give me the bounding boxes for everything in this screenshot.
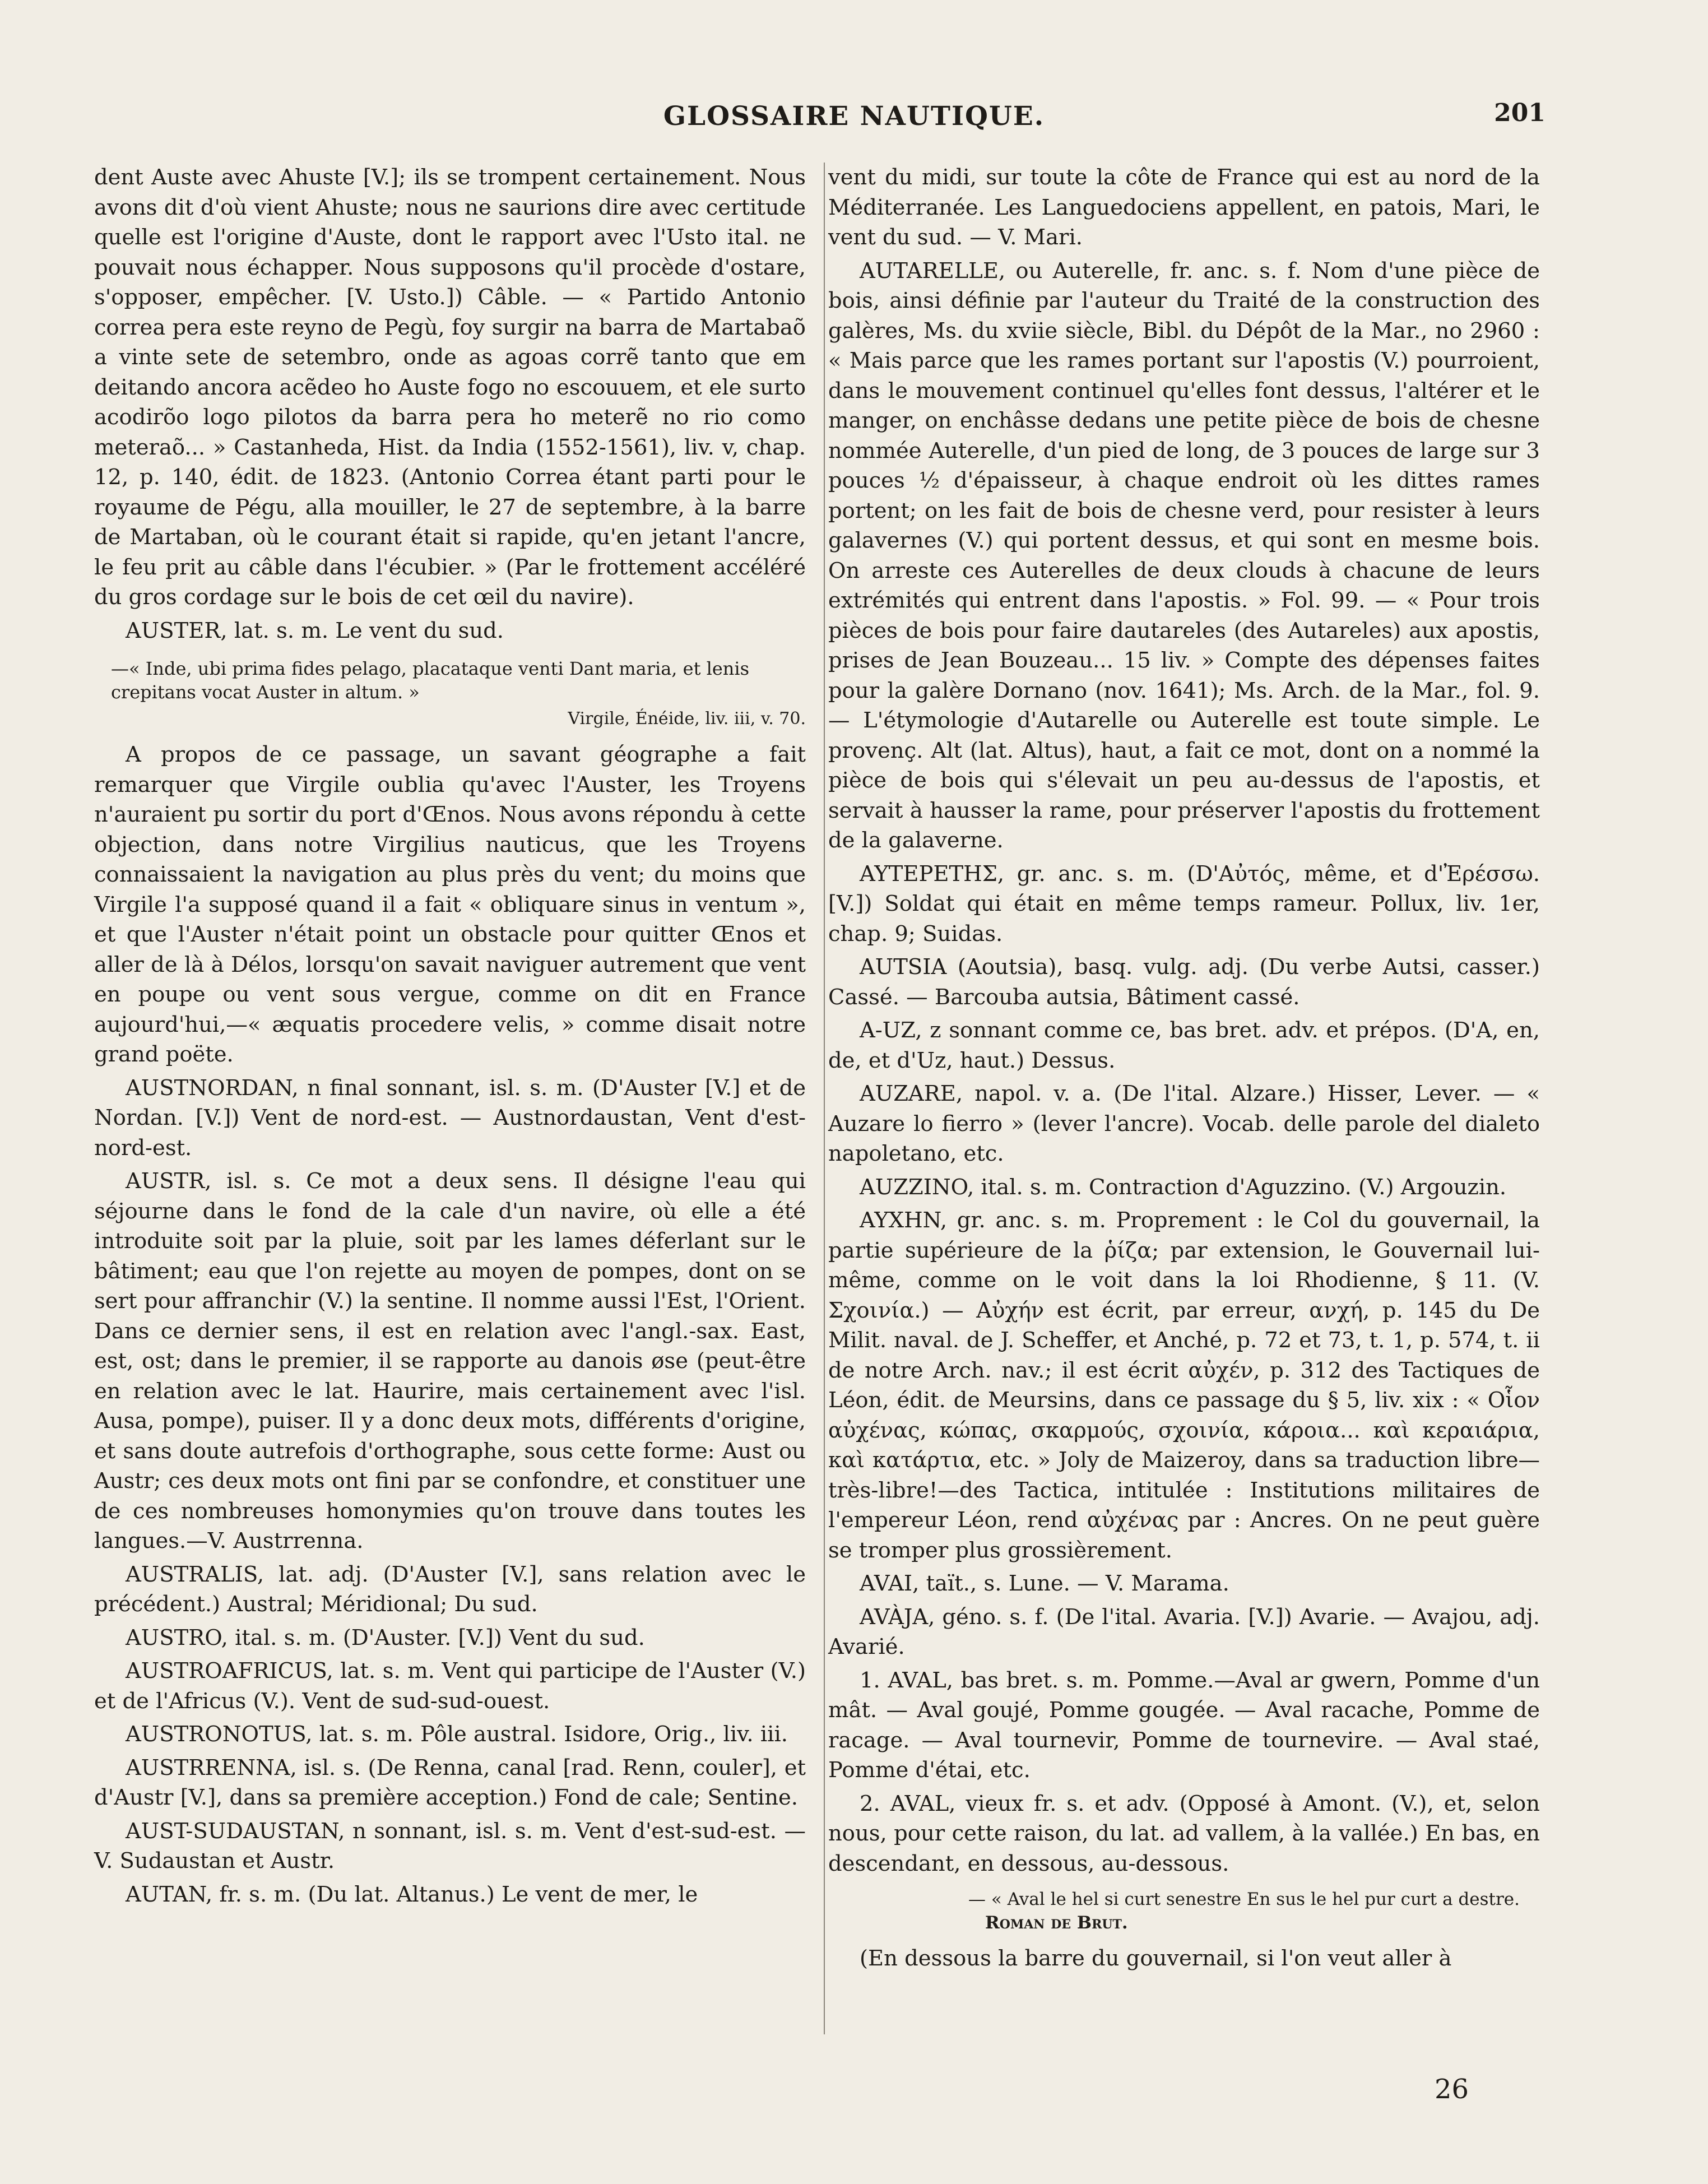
entry-avai: AVAI, taït., s. Lune. — V. Marama.: [860, 1571, 1229, 1596]
paragraph: (En dessous la barre du gouvernail, si l'on veut aller à: [860, 1946, 1452, 1971]
quote-text: — « Aval le hel si curt senestre En sus le hel pur curt a destre.: [968, 1889, 1520, 1909]
page-number: 201: [1494, 99, 1545, 127]
page-title: GLOSSAIRE NAUTIQUE.: [663, 101, 1045, 132]
entry-autsia: AUTSIA (Aoutsia), basq. vulg. adj. (Du verbe Autsi, casser.) Cassé. — Barcouba autsia, Bâtiment cassé.: [828, 954, 1540, 1010]
entry-aval-1: 1. AVAL, bas bret. s. m. Pomme.—Aval ar gwern, Pomme d'un mât. — Aval goujé, Pomme gougée. — Aval racache, Pomme de racage. — Aval tournevir, Pomme de tournevire. — Aval staé, Pomme d'étai, etc.: [828, 1667, 1540, 1783]
entry-avaja: AVÀJA, géno. s. f. (De l'ital. Avaria. [V.]) Avarie. — Avajou, adj. Avarié.: [828, 1604, 1540, 1659]
entry-auzzino: AUZZINO, ital. s. m. Contraction d'Aguzzino. (V.) Argouzin.: [860, 1174, 1507, 1200]
column-divider: [824, 163, 825, 2034]
quote-source: Virgile, Énéide, liv. iii, v. 70.: [568, 709, 806, 729]
entry-a-uz: A-UZ, z sonnant comme ce, bas bret. adv. et prépos. (D'A, en, de, et d'Uz, haut.) Dessus.: [828, 1018, 1540, 1073]
right-column: [828, 163, 1540, 1977]
paragraph: dent Auste avec Ahuste [V.]; ils se trompent certainement. Nous avons dit d'où vient Ahuste; nous ne saurions dire avec certitude quelle est l'origine d'Auste, dont le rapport avec l'Usto ital. ne pouvait nous échapper. Nous supposons qu'il procède d'ostare, s'opposer, empêcher. [V. Usto.]) Câble. — « Partido Antonio correa pera este reyno de Pegù, foy surgir na barra de Martabaõ a vinte sete de setembro, onde as agoas corrẽ tanto que em deitando ancora acẽdeo ho Auste fogo no escouuem, et ele surto acodirõo logo pilotos da barra pera ho meterẽ no rio como meteraõ... » Castanheda, Hist. da India (1552-1561), liv. v, chap. 12, p. 140, édit. de 1823. (Antonio Correa étant parti pour le royaume de Pégu, alla mouiller, le 27 de septembre, à la barre de Martaban, où le courant était si rapide, qu'en jetant l'ancre, le feu prit au câble dans l'écubier. » (Par le frottement accéléré du gros cordage sur le bois de cet œil du navire).: [94, 165, 806, 610]
entry-auster: AUSTER, lat. s. m. Le vent du sud.: [126, 618, 504, 643]
quote-virgile: [94, 657, 806, 731]
quote-roman-de-brut: [828, 1888, 1540, 1935]
entry-autan: AUTAN, fr. s. m. (Du lat. Altanus.) Le vent de mer, le: [126, 1881, 698, 1907]
quote-text: —« Inde, ubi prima fides pelago, placataque venti Dant maria, et lenis crepitans vocat Auster in altum. »: [111, 658, 750, 703]
entry-autepetes: AYTEPETHΣ, gr. anc. s. m. (D'Αὐτός, même, et d'Ἐρέσσω. [V.]) Soldat qui était en même temps rameur. Pollux, liv. 1er, chap. 9; Suidas.: [828, 861, 1540, 947]
paragraph: vent du midi, sur toute la côte de France qui est au nord de la Méditerranée. Les Languedociens appellent, en patois, Mari, le vent du sud. — V. Mari.: [828, 165, 1540, 250]
left-column: [94, 163, 806, 1913]
entry-auchen: AYXHN, gr. anc. s. m. Proprement : le Col du gouvernail, la partie supérieure de la ῥίζα; par extension, le Gouvernail lui-même, comme on le voit dans la loi Rhodienne, § 11. (V. Σχοινία.) — Αὐχήν est écrit, par erreur, ανχή, p. 145 du De Milit. naval. de J. Scheffer, et Anché, p. 72 et 73, t. 1, p. 574, t. ii de notre Arch. nav.; il est écrit αὐχέν, p. 312 des Tactiques de Léon, édit. de Meursins, dans ce passage du § 5, liv. xix : « Οἷον αὐχένας, κώπας, σκαρμούς, σχοινία, κάροια... καὶ κεραιάρια, καὶ κατάρτια, etc. » Joly de Maizeroy, dans sa traduction libre—très-libre!—des Tactica, intitulée : Institutions militaires de l'empereur Léon, rend αὐχένας par : Ancres. On ne peut guère se tromper plus grossièrement.: [828, 1208, 1540, 1563]
entry-austnordan: AUSTNORDAN, n final sonnant, isl. s. m. (D'Auster [V.] et de Nordan. [V.]) Vent de nord-est. — Austnordaustan, Vent d'est-nord-est.: [94, 1075, 806, 1161]
entry-austrrenna: AUSTRRENNA, isl. s. (De Renna, canal [rad. Renn, couler], et d'Austr [V.], dans sa première acception.) Fond de cale; Sentine.: [94, 1755, 806, 1810]
entry-austroafricus: AUSTROAFRICUS, lat. s. m. Vent qui participe de l'Auster (V.) et de l'Africus (V.). Vent de sud-sud-ouest.: [94, 1658, 806, 1714]
entry-aust-sudaustan: AUST-SUDAUSTAN, n sonnant, isl. s. m. Vent d'est-sud-est. — V. Sudaustan et Austr.: [94, 1818, 806, 1874]
entry-aval-2: 2. AVAL, vieux fr. s. et adv. (Opposé à Amont. (V.), et, selon nous, pour cette raison, du lat. ad vallem, à la vallée.) En bas, en descendant, en dessous, au-dessous.: [828, 1791, 1540, 1876]
entry-autarelle: AUTARELLE, ou Auterelle, fr. anc. s. f. Nom d'une pièce de bois, ainsi définie par l'auteur du Traité de la construction des galères, Ms. du xviie siècle, Bibl. du Dépôt de la Mar., no 2960 : « Mais parce que les rames portant sur l'apostis (V.) pourroient, dans le mouvement continuel qu'elles font dessus, l'altérer et le manger, on enchâsse dedans une petite pièce de bois de chesne nommée Auterelle, d'un pied de long, de 3 pouces de large sur 3 pouces ½ d'épaisseur, à chaque endroit où les dittes rames portent; on les fait de bois de chesne verd, pour resister à leurs galavernes (V.) qui portent dessus, et qui sont en mesme bois. On arreste ces Auterelles de deux clouds à chacune de leurs extrémités qui entrent dans l'apostis. » Fol. 99. — « Pour trois pièces de bois pour faire dautareles (des Autareles) aux apostis, prises de Jean Bouzeau... 15 liv. » Compte des dépenses faites pour la galère Dornano (nov. 1641); Ms. Arch. de la Mar., fol. 9. — L'étymologie d'Autarelle ou Auterelle est toute simple. Le provenç. Alt (lat. Altus), haut, a fait ce mot, dont on a nommé la pièce de bois qui s'élevait un peu au-dessus de l'apostis, et servait à hausser la rame, pour préserver l'apostis du frottement de la galaverne.: [828, 258, 1540, 853]
entry-austro: AUSTRO, ital. s. m. (D'Auster. [V.]) Vent du sud.: [126, 1625, 645, 1650]
entry-auzare: AUZARE, napol. v. a. (De l'ital. Alzare.) Hisser, Lever. — « Auzare lo fierro » (lever l'ancre). Vocab. delle parole del dialeto napoletano, etc.: [828, 1081, 1540, 1166]
signature-mark: 26: [1435, 2074, 1469, 2105]
entry-austr: AUSTR, isl. s. Ce mot a deux sens. Il désigne l'eau qui séjourne dans le fond de la cale d'un navire, où elle a été introduite soit par la pluie, soit par les lames déferlant sur le bâtiment; eau que l'on rejette au moyen de pompes, dont on se sert pour affranchir (V.) la sentine. Il nomme aussi l'Est, l'Orient. Dans ce dernier sens, il est en relation avec l'angl.-sax. East, est, ost; dans le premier, il se rapporte au danois øse (peut-être en relation avec le lat. Haurire, mais certainement avec l'isl. Ausa, pompe), puiser. Il y a donc deux mots, différents d'origine, et sans doute autrefois d'orthographe, sous cette forme: Aust ou Austr; ces deux mots ont fini par se confondre, et constituer une de ces nombreuses homonymies qu'on trouve dans toutes les langues.—V. Austrrenna.: [94, 1168, 806, 1554]
paragraph: A propos de ce passage, un savant géographe a fait remarquer que Virgile oublia qu'avec l'Auster, les Troyens n'auraient pu sortir du port d'Œnos. Nous avons répondu à cette objection, dans notre Virgilius nauticus, que les Troyens connaissaient la navigation au plus près du vent; du moins que Virgile l'a supposé quand il a fait « obliquare sinus in ventum », et que l'Auster n'était point un obstacle pour quitter Œnos et aller de là à Délos, lorsqu'on savait naviguer autrement que vent en poupe ou vent sous vergue, comme on dit en France aujourd'hui,—« æquatis procedere velis, » comme disait notre grand poëte.: [94, 742, 806, 1067]
entry-austronotus: AUSTRONOTUS, lat. s. m. Pôle austral. Isidore, Orig., liv. iii.: [126, 1722, 788, 1747]
quote-source: Roman de Brut.: [985, 1913, 1128, 1933]
entry-australis: AUSTRALIS, lat. adj. (D'Auster [V.], sans relation avec le précédent.) Austral; Méridional; Du sud.: [94, 1561, 806, 1617]
